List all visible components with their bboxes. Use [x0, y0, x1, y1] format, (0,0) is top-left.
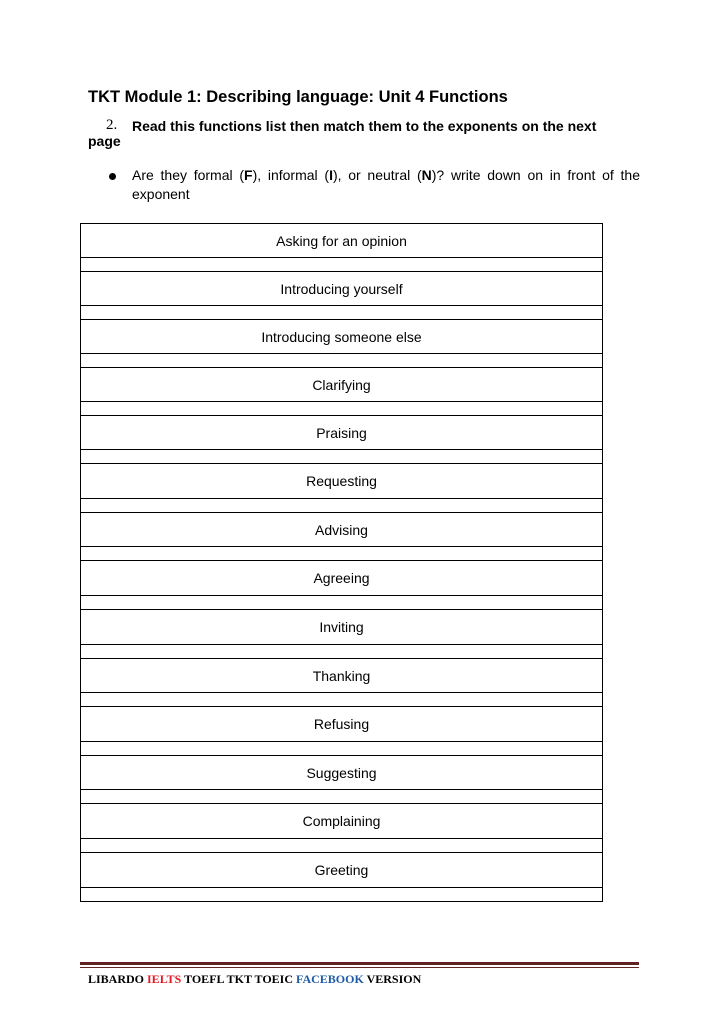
- function-cell: Greeting: [81, 853, 603, 888]
- footer-rule-thick: [80, 962, 639, 965]
- function-cell: Agreeing: [81, 561, 603, 596]
- blank-row: [81, 354, 603, 368]
- blank-row: [81, 645, 603, 659]
- function-cell: Clarifying: [81, 368, 603, 402]
- function-cell: Refusing: [81, 707, 603, 742]
- blank-row: [81, 450, 603, 464]
- function-cell: Suggesting: [81, 756, 603, 790]
- blank-row: [81, 596, 603, 610]
- blank-row: [81, 839, 603, 853]
- function-cell: Introducing yourself: [81, 272, 603, 306]
- blank-row: [81, 693, 603, 707]
- page-title: TKT Module 1: Describing language: Unit 4 Functions: [88, 88, 508, 106]
- function-cell: Praising: [81, 416, 603, 450]
- function-cell: Asking for an opinion: [81, 224, 603, 258]
- instruction-bullet: Are they formal (F), informal (I), or neutral (N)? write down on in front of the exponent: [132, 167, 641, 202]
- blank-row: [81, 888, 603, 902]
- function-cell: Inviting: [81, 610, 603, 645]
- question-text-continuation: page: [88, 133, 121, 149]
- blank-row: [81, 306, 603, 320]
- blank-row: [81, 742, 603, 756]
- function-cell: Advising: [81, 513, 603, 547]
- functions-table: [80, 223, 603, 902]
- blank-row: [81, 790, 603, 804]
- function-cell: Complaining: [81, 804, 603, 839]
- footer-text: LIBARDO IELTS TOEFL TKT TOEIC FACEBOOK VERSION: [88, 972, 422, 986]
- blank-row: [81, 402, 603, 416]
- blank-row: [81, 499, 603, 513]
- blank-row: [81, 258, 603, 272]
- blank-row: [81, 547, 603, 561]
- footer-rule-thin: [80, 967, 639, 968]
- bullet-icon: [109, 173, 116, 180]
- function-cell: Thanking: [81, 659, 603, 693]
- function-cell: Requesting: [81, 464, 603, 499]
- question-number: 2.: [106, 117, 118, 133]
- question-text: Read this functions list then match them to the exponents on the next: [132, 118, 597, 134]
- function-cell: Introducing someone else: [81, 320, 603, 354]
